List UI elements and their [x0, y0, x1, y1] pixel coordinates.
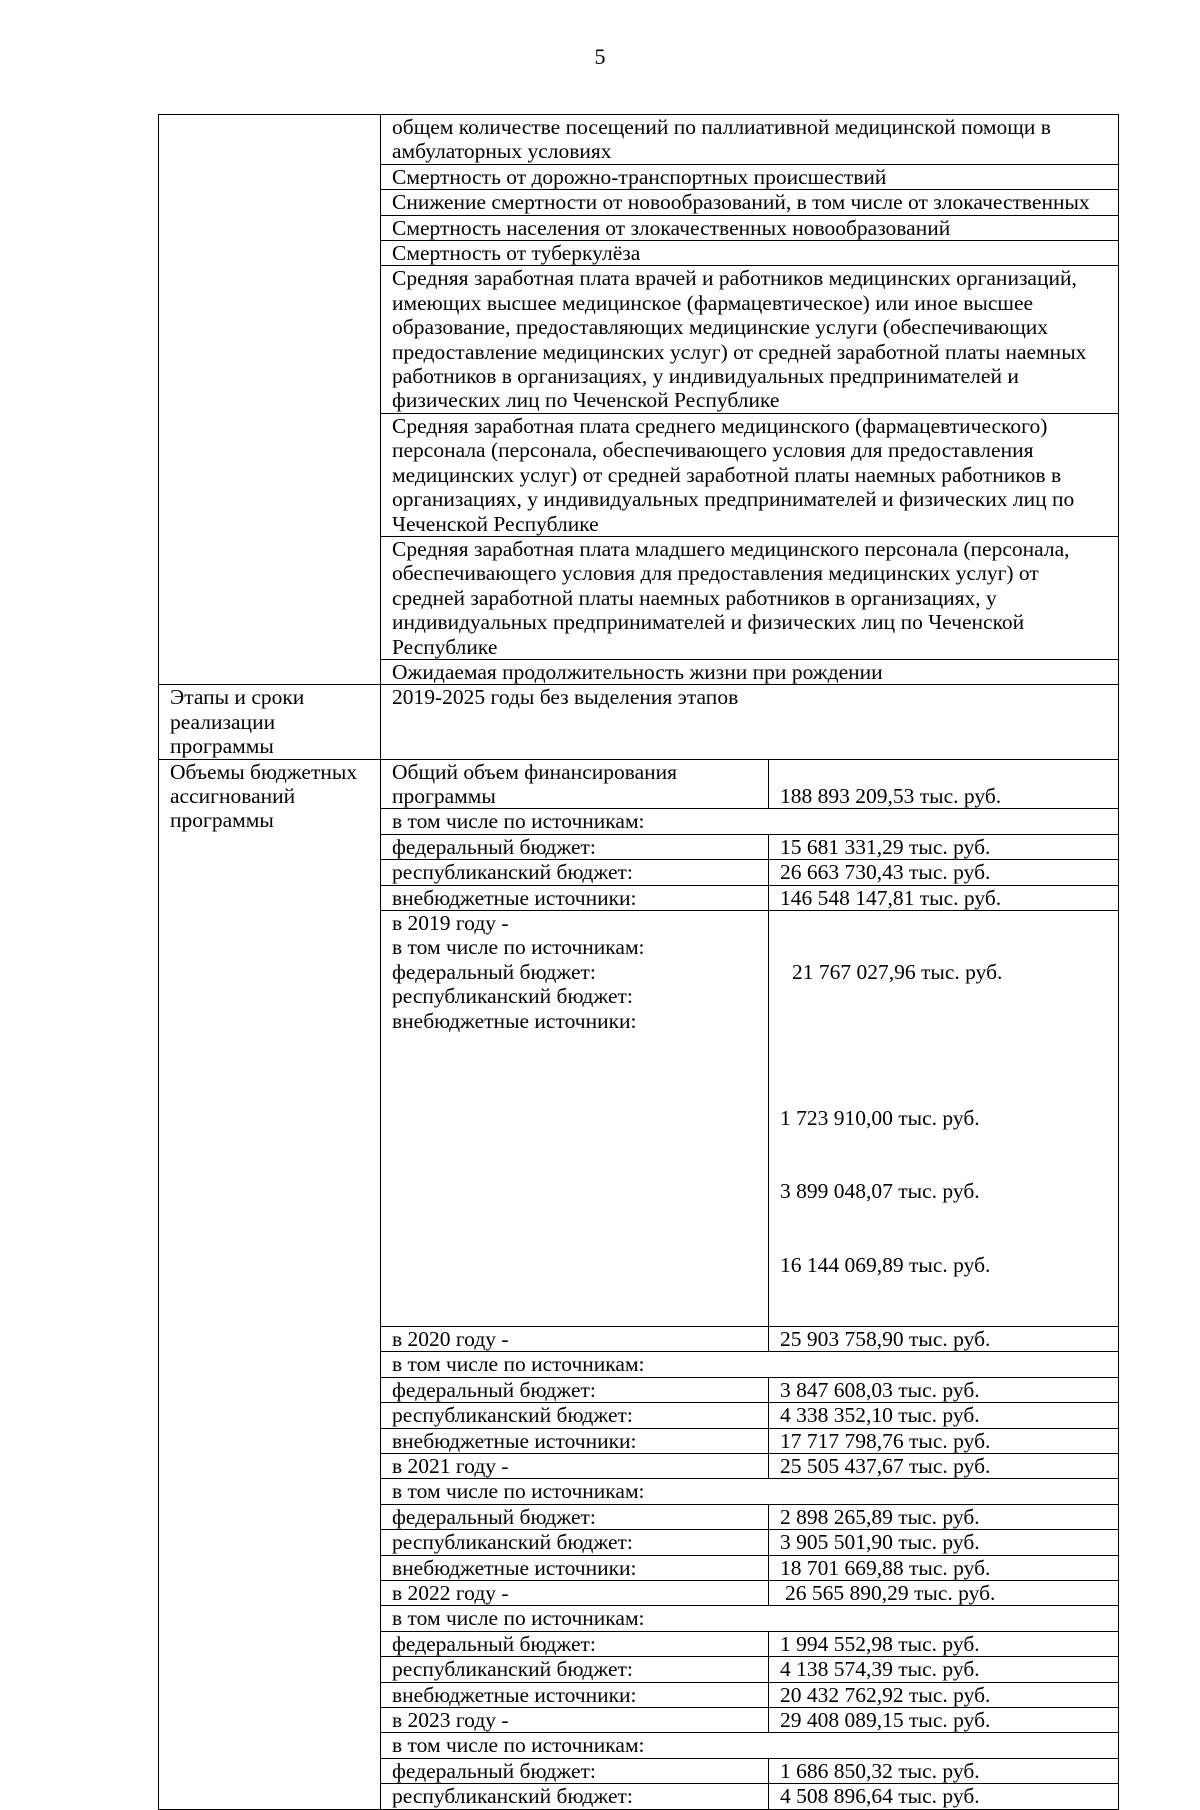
year-2020-extra-label: внебюджетные источники:	[381, 1428, 769, 1453]
budget-total-value: 188 893 209,53 тыс. руб.	[769, 759, 1119, 809]
page-number: 5	[594, 44, 606, 69]
year-2019-sources-label: в том числе по источникам:	[392, 935, 645, 960]
indicator-item: Средняя заработная плата младшего медицинского персонала (персонала, обеспечивающего условия для предоставления медицинских услуг) от средней заработной платы наемных работников в организациях, у индивидуальных предпринимателей и физических лиц по Чеченской Республике	[381, 536, 1119, 659]
sources-label: в том числе по источникам:	[381, 809, 1119, 834]
year-2022-extra-label: внебюджетные источники:	[381, 1682, 769, 1707]
year-2019-extra: 16 144 069,89 тыс. руб.	[780, 1252, 991, 1277]
year-2019-total: 21 767 027,96 тыс. руб.	[792, 959, 1003, 984]
year-2020-federal: 3 847 608,03 тыс. руб.	[769, 1377, 1119, 1402]
year-2019-extra-label: внебюджетные источники:	[392, 1008, 637, 1033]
year-2019-republic: 3 899 048,07 тыс. руб.	[780, 1179, 980, 1204]
year-2021-extra: 18 701 669,88 тыс. руб.	[769, 1555, 1119, 1580]
year-2023-republic-label: республиканский бюджет:	[381, 1784, 769, 1809]
year-2022-label: в 2022 году -	[381, 1580, 769, 1605]
indicator-item: Смертность от дорожно-транспортных происшествий	[381, 164, 1119, 189]
year-2021-extra-label: внебюджетные источники:	[381, 1555, 769, 1580]
year-2023-federal-label: федеральный бюджет:	[381, 1758, 769, 1783]
budget-total-label: Общий объем финансирования программы	[381, 759, 769, 809]
year-2020-label: в 2020 году -	[381, 1326, 769, 1351]
table-row	[159, 685, 1119, 759]
extra-value: 146 548 147,81 тыс. руб.	[769, 885, 1119, 910]
year-2021-federal-label: федеральный бюджет:	[381, 1504, 769, 1529]
year-2020-republic-label: республиканский бюджет:	[381, 1403, 769, 1428]
year-2022-republic: 4 138 574,39 тыс. руб.	[769, 1657, 1119, 1682]
stages-value: 2019-2025 годы без выделения этапов	[381, 685, 1119, 759]
republic-value: 26 663 730,43 тыс. руб.	[769, 860, 1119, 885]
indicator-item: Средняя заработная плата среднего медицинского (фармацевтического) персонала (персонала, обеспечивающего условия для предоставления медицинских услуг) от средней заработной платы наемных работников в организациях, у индивидуальных предпринимателей и физических лиц по Чеченской Республике	[381, 413, 1119, 536]
year-2020-republic: 4 338 352,10 тыс. руб.	[769, 1403, 1119, 1428]
indicator-item: Снижение смертности от новообразований, в том числе от злокачественных	[381, 190, 1119, 215]
indicator-item: Смертность населения от злокачественных новообразований	[381, 215, 1119, 240]
year-2023-republic: 4 508 896,64 тыс. руб.	[769, 1784, 1119, 1809]
year-2023-label: в 2023 году -	[381, 1707, 769, 1732]
year-2019-labels	[381, 911, 769, 1327]
table-row	[159, 759, 1119, 809]
year-2019-values	[769, 911, 1119, 1327]
year-2023-federal: 1 686 850,32 тыс. руб.	[769, 1758, 1119, 1783]
year-2020-total: 25 903 758,90 тыс. руб.	[769, 1326, 1119, 1351]
year-2020-federal-label: федеральный бюджет:	[381, 1377, 769, 1402]
year-2019-label: в 2019 году -	[392, 911, 509, 935]
extra-label: внебюджетные источники:	[381, 885, 769, 910]
year-2019-republic-label: республиканский бюджет:	[392, 984, 633, 1009]
federal-label: федеральный бюджет:	[381, 834, 769, 859]
year-2022-total: 26 565 890,29 тыс. руб.	[769, 1580, 1119, 1605]
year-2021-republic-label: республиканский бюджет:	[381, 1530, 769, 1555]
year-2023-total: 29 408 089,15 тыс. руб.	[769, 1707, 1119, 1732]
stages-label: Этапы и сроки реализации программы	[159, 685, 381, 759]
year-2023-sources-label: в том числе по источникам:	[381, 1733, 1119, 1758]
federal-value: 15 681 331,29 тыс. руб.	[769, 834, 1119, 859]
program-passport-table	[158, 114, 1119, 1810]
year-2022-federal: 1 994 552,98 тыс. руб.	[769, 1631, 1119, 1656]
indicator-item: Смертность от туберкулёза	[381, 241, 1119, 266]
year-2019-federal: 1 723 910,00 тыс. руб.	[780, 1106, 980, 1131]
year-2021-federal: 2 898 265,89 тыс. руб.	[769, 1504, 1119, 1529]
year-2022-sources-label: в том числе по источникам:	[381, 1606, 1119, 1631]
republic-label: республиканский бюджет:	[381, 860, 769, 885]
year-2020-extra: 17 717 798,76 тыс. руб.	[769, 1428, 1119, 1453]
year-2019-federal-label: федеральный бюджет:	[392, 959, 596, 984]
year-2022-federal-label: федеральный бюджет:	[381, 1631, 769, 1656]
year-2020-sources-label: в том числе по источникам:	[381, 1352, 1119, 1377]
year-2021-total: 25 505 437,67 тыс. руб.	[769, 1453, 1119, 1478]
year-2021-republic: 3 905 501,90 тыс. руб.	[769, 1530, 1119, 1555]
indicator-item: Ожидаемая продолжительность жизни при рождении	[381, 659, 1119, 684]
indicator-item: Средняя заработная плата врачей и работников медицинских организаций, имеющих высшее медицинское (фармацевтическое) или иное высшее образование, предоставляющих медицинские услуги (обеспечивающих предоставление медицинских услуг) от средней заработной платы наемных работников в организациях, у индивидуальных предпринимателей и физических лиц по Чеченской Республике	[381, 266, 1119, 413]
indicator-item: общем количестве посещений по паллиативной медицинской помощи в амбулаторных условиях	[381, 115, 1119, 165]
year-2022-republic-label: республиканский бюджет:	[381, 1657, 769, 1682]
year-2021-sources-label: в том числе по источникам:	[381, 1479, 1119, 1504]
table-row	[159, 115, 1119, 165]
indicators-label-cell	[159, 115, 381, 685]
budget-label: Объемы бюджетных ассигнований программы	[159, 759, 381, 1809]
year-2021-label: в 2021 году -	[381, 1453, 769, 1478]
year-2022-extra: 20 432 762,92 тыс. руб.	[769, 1682, 1119, 1707]
